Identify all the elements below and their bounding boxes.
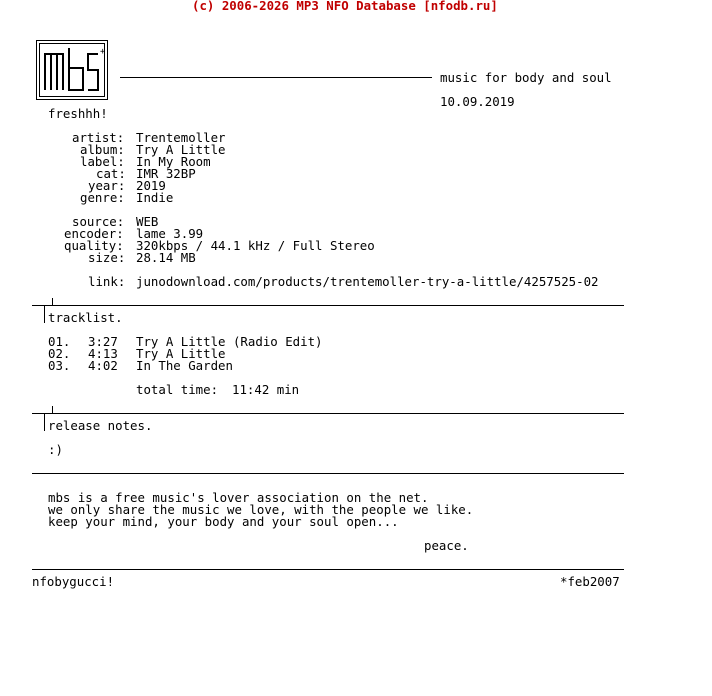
total-time-value: 11:42 min: [232, 382, 300, 397]
track-title: In The Garden: [136, 358, 233, 373]
site-copyright-header: (c) 2006-2026 MP3 NFO Database [nfodb.ru]: [192, 0, 498, 13]
section-rule: [32, 305, 624, 306]
track-time: 3:27: [88, 334, 118, 349]
track-title: Try A Little: [136, 346, 226, 361]
field-label: label:: [80, 154, 125, 169]
section-tick: [52, 406, 53, 413]
field-label: quality:: [64, 238, 124, 253]
field-value: 2019: [136, 178, 166, 193]
section-bracket: [44, 306, 45, 323]
about-line: we only share the music we love, with the people we like.: [48, 502, 474, 517]
field-value: Trentemoller: [136, 130, 226, 145]
field-label: artist:: [72, 130, 125, 145]
section-rule: [32, 413, 624, 414]
total-time-label: total time:: [136, 382, 219, 397]
tracklist-heading: tracklist.: [48, 310, 123, 325]
section-bracket: [44, 414, 45, 431]
field-value: Try A Little: [136, 142, 226, 157]
track-number: 01.: [48, 334, 71, 349]
field-value: lame 3.99: [136, 226, 204, 241]
about-line: mbs is a free music's lover association on the net.: [48, 490, 429, 505]
field-label: encoder:: [64, 226, 124, 241]
field-value: IMR 32BP: [136, 166, 196, 181]
field-label: source:: [72, 214, 125, 229]
field-label: size:: [88, 250, 126, 265]
field-value: Indie: [136, 190, 174, 205]
field-value: 28.14 MB: [136, 250, 196, 265]
signoff: peace.: [424, 538, 469, 553]
header-rule: [120, 77, 432, 78]
track-number: 02.: [48, 346, 71, 361]
track-time: 4:02: [88, 358, 118, 373]
release-link[interactable]: junodownload.com/products/trentemoller-try-a-little/4257525-02: [136, 274, 599, 289]
field-value: In My Room: [136, 154, 211, 169]
track-title: Try A Little (Radio Edit): [136, 334, 323, 349]
field-label: album:: [80, 142, 125, 157]
footer-credit: nfobygucci!: [32, 574, 115, 589]
release-date: 10.09.2019: [440, 94, 515, 109]
track-time: 4:13: [88, 346, 118, 361]
link-label: link:: [88, 274, 126, 289]
section-tick: [52, 298, 53, 305]
release-notes-text: :): [48, 442, 63, 457]
track-number: 03.: [48, 358, 71, 373]
release-status: freshhh!: [48, 106, 108, 121]
field-value: 320kbps / 44.1 kHz / Full Stereo: [136, 238, 375, 253]
field-label: cat:: [96, 166, 126, 181]
section-rule: [32, 473, 624, 474]
field-label: genre:: [80, 190, 125, 205]
release-notes-heading: release notes.: [48, 418, 153, 433]
field-label: year:: [88, 178, 126, 193]
about-line: keep your mind, your body and your soul open...: [48, 514, 399, 529]
field-value: WEB: [136, 214, 159, 229]
footer-rule: [32, 569, 624, 570]
svg-text:+: +: [100, 47, 106, 57]
mbs-logo: [36, 40, 108, 100]
footer-date: *feb2007: [560, 574, 620, 589]
tagline: music for body and soul: [440, 70, 612, 85]
